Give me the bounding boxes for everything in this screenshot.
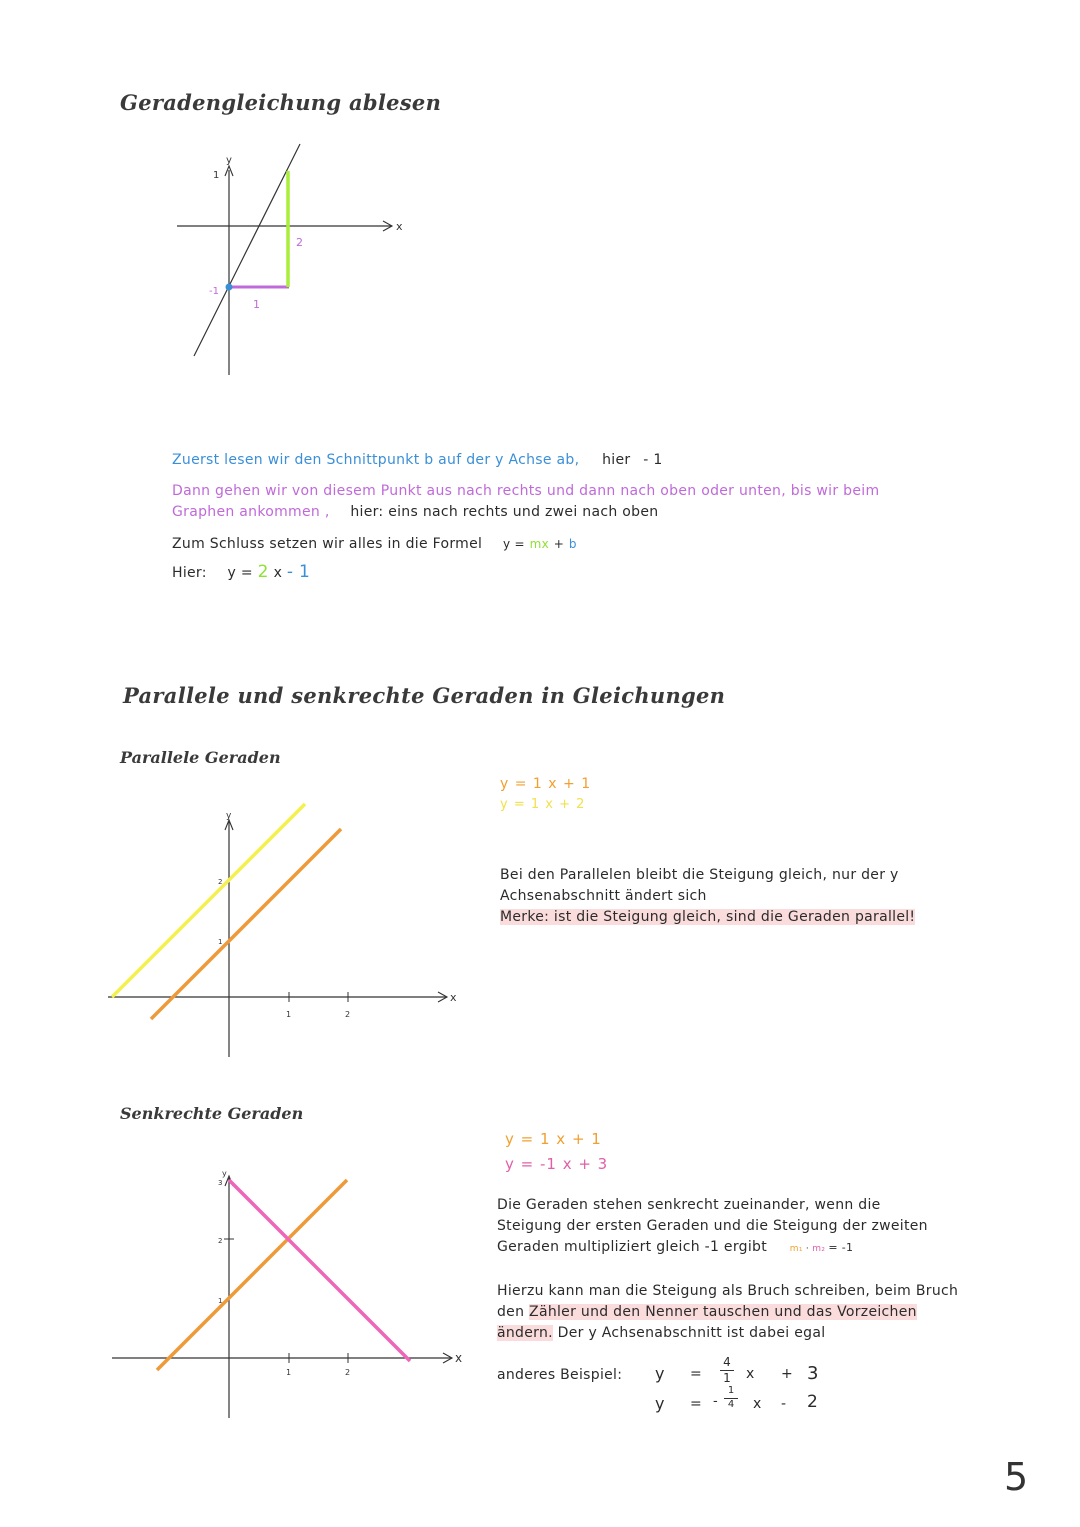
- example1-c: 3: [807, 1363, 819, 1384]
- par-tick-y2: 2: [218, 878, 223, 886]
- step1-text: Zuerst lesen wir den Schnittpunkt b auf der y Achse ab,: [172, 452, 580, 468]
- tick-y-positive: 1: [213, 170, 220, 181]
- y-axis-label: y: [226, 155, 232, 166]
- example2-eq: =: [690, 1396, 702, 1412]
- step1-value: - 1: [643, 452, 663, 468]
- perp-text4: Hierzu kann man die Steigung als Bruch schreiben, beim Bruch: [497, 1283, 959, 1299]
- perp-tick-x2: 2: [345, 1368, 351, 1377]
- result-label: Hier:: [172, 565, 207, 581]
- par-tick-x2: 2: [345, 1010, 351, 1019]
- x-axis-label: x: [396, 220, 403, 233]
- perpendicular-subtitle: Senkrechte Geraden: [120, 1104, 304, 1123]
- example-label: anderes Beispiel:: [497, 1367, 623, 1383]
- perp-tick-y2: 2: [218, 1237, 223, 1245]
- step2-text-b: Graphen ankommen ,: [172, 504, 330, 520]
- section2-title: Parallele und senkrechte Geraden in Gleichungen: [123, 683, 726, 708]
- result-b: - 1: [286, 562, 311, 582]
- perp-text5-line: [497, 1302, 917, 1323]
- perp-formula: [789, 1241, 854, 1254]
- perp-text6a: ändern.: [497, 1325, 553, 1341]
- par-tick-y1: 1: [218, 938, 223, 946]
- perp-tick-y3: 3: [218, 1179, 223, 1187]
- tick-y-negative: -1: [209, 286, 219, 297]
- example1-eq: =: [690, 1366, 702, 1382]
- formula-eq: = -1: [828, 1241, 854, 1254]
- parallel-eq2: y = 1 x + 2: [500, 797, 586, 812]
- perp-text5b: Zähler und den Nenner tauschen und das Vorzeichen: [529, 1304, 917, 1320]
- formula-plus: +: [553, 537, 565, 551]
- result-m: 2: [257, 562, 269, 582]
- example2-op: -: [781, 1396, 787, 1412]
- perp-text5a: den: [497, 1304, 525, 1320]
- page-number: 5: [1004, 1455, 1029, 1499]
- formula-m1: m₁: [789, 1244, 803, 1254]
- parallel-eq1: y = 1 x + 1: [500, 776, 592, 792]
- step2-line-a: Dann gehen wir von diesem Punkt aus nach rechts und dann nach oben oder unten, bis wir beim: [172, 483, 880, 499]
- example1-y: y: [655, 1364, 665, 1383]
- parallel-note-text: Merke: ist die Steigung gleich, sind die Geraden parallel!: [500, 909, 916, 925]
- perp-y-axis-label: y: [222, 1169, 227, 1178]
- example1-numerator: 4: [723, 1355, 731, 1369]
- par-y-axis-label: y: [226, 811, 232, 821]
- perp-tick-y1: 1: [218, 1297, 223, 1305]
- result-x: x: [273, 565, 283, 581]
- perp-text6-line: [497, 1323, 825, 1344]
- parallel-text1: Bei den Parallelen bleibt die Steigung gleich, nur der y: [500, 867, 899, 883]
- perp-tick-x1: 1: [286, 1368, 292, 1377]
- rise-label: 2: [296, 236, 303, 249]
- step2-hier: hier: eins nach rechts und zwei nach oben: [350, 504, 659, 520]
- perp-text2: Steigung der ersten Geraden und die Steigung der zweiten: [497, 1218, 928, 1234]
- example2-y: y: [655, 1394, 665, 1413]
- formula-b: b: [568, 537, 577, 551]
- step3-text: Zum Schluss setzen wir alles in die Formel: [172, 536, 483, 552]
- formula-y: y =: [502, 537, 525, 551]
- example2-sign: -: [713, 1394, 718, 1409]
- example2-c: 2: [807, 1392, 818, 1412]
- parallel-subtitle: Parallele Geraden: [120, 748, 281, 767]
- perp-text6b: Der y Achsenabschnitt ist dabei egal: [557, 1325, 826, 1341]
- example2-numerator: 1: [727, 1385, 735, 1396]
- example1-x: x: [746, 1366, 755, 1382]
- run-label: 1: [253, 298, 260, 311]
- perp-eq2: y = -1 x + 3: [505, 1155, 609, 1173]
- section1-title: Geradengleichung ablesen: [120, 90, 442, 115]
- example2-denominator: 4: [727, 1399, 735, 1410]
- par-tick-x1: 1: [286, 1010, 292, 1019]
- perp-eq1: y = 1 x + 1: [505, 1130, 602, 1148]
- parallel-text2: Achsenabschnitt ändert sich: [500, 888, 707, 904]
- result-y: y =: [227, 565, 253, 581]
- example2-x: x: [753, 1396, 762, 1412]
- perp-x-axis-label: x: [455, 1351, 463, 1365]
- perp-text3-line: [497, 1237, 853, 1260]
- perp-text3: Geraden multipliziert gleich -1 ergibt: [497, 1239, 767, 1255]
- example1-denominator: 1: [723, 1371, 731, 1385]
- formula-dot: ·: [805, 1244, 810, 1254]
- step1-hier: hier: [602, 452, 631, 468]
- example1-op: +: [781, 1366, 793, 1382]
- formula-mx: mx: [529, 537, 549, 551]
- par-x-axis-label: x: [450, 991, 457, 1004]
- perp-text1: Die Geraden stehen senkrecht zueinander, wenn die: [497, 1197, 881, 1213]
- formula-m2: m₂: [812, 1244, 826, 1254]
